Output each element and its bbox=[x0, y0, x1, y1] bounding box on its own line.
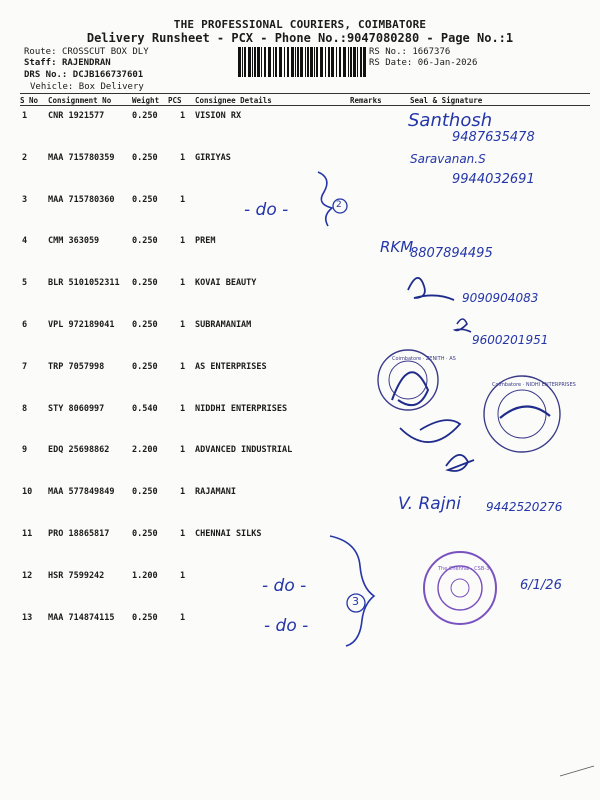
rs-date-value: 06-Jan-2026 bbox=[417, 58, 478, 68]
handwritten-name-1: Santhosh bbox=[408, 110, 493, 131]
col-weight: Weight bbox=[132, 96, 160, 105]
row-consignee: GIRIYAS bbox=[195, 153, 231, 163]
ditto-bracket-a bbox=[318, 172, 332, 226]
row-consignment: BLR 5101052311 bbox=[48, 278, 120, 288]
rs-date-label: RS Date: bbox=[369, 58, 413, 68]
row-sno: 3 bbox=[22, 195, 28, 205]
row-weight: 0.540 bbox=[132, 404, 158, 414]
row-consignment: MAA 715780360 bbox=[48, 195, 115, 205]
runsheet-subtitle: Delivery Runsheet - PCX - Phone No.:9047080280 - Page No.:1 bbox=[86, 31, 514, 45]
row-pcs: 1 bbox=[180, 111, 186, 121]
handwritten-ditto-a: - do - bbox=[244, 200, 289, 220]
row-sno: 7 bbox=[22, 362, 28, 372]
col-pcs: PCS bbox=[168, 96, 182, 105]
row-pcs: 1 bbox=[180, 487, 186, 497]
row-weight: 0.250 bbox=[132, 362, 158, 372]
handwritten-phone-6: 9600201951 bbox=[472, 333, 549, 347]
row-consignment: TRP 7057998 bbox=[48, 362, 105, 372]
row-weight: 0.250 bbox=[132, 153, 158, 163]
col-sno: S No bbox=[20, 96, 39, 105]
handwritten-phone-4: 8807894495 bbox=[410, 246, 493, 261]
ditto-bracket-b bbox=[330, 536, 374, 646]
row-sno: 5 bbox=[22, 278, 28, 288]
route-label: Route: bbox=[24, 47, 57, 57]
margin-mark bbox=[560, 766, 594, 776]
row-consignment: MAA 714874115 bbox=[48, 613, 115, 623]
signature-scrawl-5 bbox=[408, 278, 454, 300]
row-consignment: STY 8060997 bbox=[48, 404, 105, 414]
row-pcs: 1 bbox=[180, 613, 186, 623]
row-consignee: CHENNAI SILKS bbox=[195, 529, 262, 539]
row-pcs: 1 bbox=[180, 153, 186, 163]
row-consignee: NIDDHI ENTERPRISES bbox=[195, 404, 288, 414]
handwritten-phone-1: 9487635478 bbox=[452, 130, 535, 145]
signature-scrawl-6 bbox=[455, 319, 471, 332]
row-consignee: AS ENTERPRISES bbox=[195, 362, 267, 372]
handwritten-name-2: Saravanan.S bbox=[410, 152, 486, 166]
handwritten-name-4: RKM bbox=[380, 238, 414, 256]
stamp-row-12 bbox=[424, 552, 496, 624]
row-pcs: 1 bbox=[180, 404, 186, 414]
staff-value: RAJENDRAN bbox=[61, 58, 111, 68]
row-weight: 0.250 bbox=[132, 195, 158, 205]
row-consignee: RAJAMANI bbox=[195, 487, 236, 497]
row-sno: 10 bbox=[22, 487, 33, 497]
col-consignee: Consignee Details bbox=[195, 96, 272, 105]
row-consignment: HSR 7599242 bbox=[48, 571, 105, 581]
row-consignee: ADVANCED INDUSTRIAL bbox=[195, 445, 293, 455]
row-sno: 2 bbox=[22, 153, 28, 163]
row-consignment: VPL 972189041 bbox=[48, 320, 115, 330]
row-consignment: MAA 715780359 bbox=[48, 153, 115, 163]
stamp-12-text: The Chennai · CSB-3 bbox=[438, 566, 490, 572]
row-weight: 2.200 bbox=[132, 445, 158, 455]
row-weight: 0.250 bbox=[132, 111, 158, 121]
row-consignee: VISION RX bbox=[195, 111, 242, 121]
handwritten-phone-5: 9090904083 bbox=[462, 291, 539, 305]
row-weight: 0.250 bbox=[132, 487, 158, 497]
row-weight: 0.250 bbox=[132, 236, 158, 246]
row-sno: 1 bbox=[22, 111, 28, 121]
row-sno: 11 bbox=[22, 529, 33, 539]
drs-value: DCJB166737601 bbox=[72, 70, 144, 80]
row-weight: 0.250 bbox=[132, 613, 158, 623]
col-seal: Seal & Signature bbox=[410, 96, 483, 105]
row-pcs: 1 bbox=[180, 236, 186, 246]
rs-no-label: RS No.: bbox=[369, 47, 407, 57]
stamp-8-text: Coimbatore · NIDHI ENTERPRISES bbox=[492, 382, 576, 388]
route-value: CROSSCUT BOX DLY bbox=[61, 47, 149, 57]
row-weight: 0.250 bbox=[132, 529, 158, 539]
row-consignee: KOVAI BEAUTY bbox=[195, 278, 257, 288]
handwritten-ditto-b2: - do - bbox=[264, 616, 309, 636]
row-pcs: 1 bbox=[180, 529, 186, 539]
row-pcs: 1 bbox=[180, 445, 186, 455]
row-consignment: CNR 1921577 bbox=[48, 111, 105, 121]
row-pcs: 1 bbox=[180, 278, 186, 288]
signature-scrawl-9 bbox=[446, 455, 474, 471]
row-weight: 0.250 bbox=[132, 278, 158, 288]
row-pcs: 1 bbox=[180, 320, 186, 330]
row-consignment: EDQ 25698862 bbox=[48, 445, 110, 455]
stamp-7-text: Coimbatore · ZENITH · AS bbox=[392, 356, 456, 362]
row-consignment: PRO 18865817 bbox=[48, 529, 110, 539]
row-consignment: CMM 363059 bbox=[48, 236, 100, 246]
drs-label: DRS No.: bbox=[24, 70, 68, 80]
row-sno: 6 bbox=[22, 320, 28, 330]
row-pcs: 1 bbox=[180, 571, 186, 581]
handwritten-ditto-b1: - do - bbox=[262, 576, 307, 596]
row-sno: 13 bbox=[22, 613, 33, 623]
handwritten-ditto-a-number: 2 bbox=[336, 200, 342, 210]
vehicle-value: Box Delivery bbox=[78, 82, 144, 92]
handwritten-name-10: V. Rajni bbox=[398, 494, 461, 514]
row-sno: 12 bbox=[22, 571, 33, 581]
col-remarks: Remarks bbox=[350, 96, 382, 105]
row-sno: 4 bbox=[22, 236, 28, 246]
row-sno: 9 bbox=[22, 445, 28, 455]
vehicle-label: Vehicle: bbox=[30, 82, 74, 92]
row-consignee: SUBRAMANIAM bbox=[195, 320, 252, 330]
handwritten-phone-2: 9944032691 bbox=[452, 172, 535, 187]
handwritten-ditto-b-number: 3 bbox=[352, 595, 359, 608]
row-pcs: 1 bbox=[180, 195, 186, 205]
handwritten-date-12: 6/1/26 bbox=[520, 578, 562, 593]
staff-label: Staff: bbox=[24, 58, 57, 68]
row-consignment: MAA 577849849 bbox=[48, 487, 115, 497]
company-title: THE PROFESSIONAL COURIERS, COIMBATORE bbox=[173, 18, 427, 31]
row-sno: 8 bbox=[22, 404, 28, 414]
handwritten-phone-10: 9442520276 bbox=[486, 500, 563, 514]
rs-no-value: 1667376 bbox=[412, 47, 451, 57]
row-weight: 1.200 bbox=[132, 571, 158, 581]
row-pcs: 1 bbox=[180, 362, 186, 372]
row-weight: 0.250 bbox=[132, 320, 158, 330]
row-consignee: PREM bbox=[195, 236, 216, 246]
col-consignment: Consignment No bbox=[48, 96, 112, 105]
